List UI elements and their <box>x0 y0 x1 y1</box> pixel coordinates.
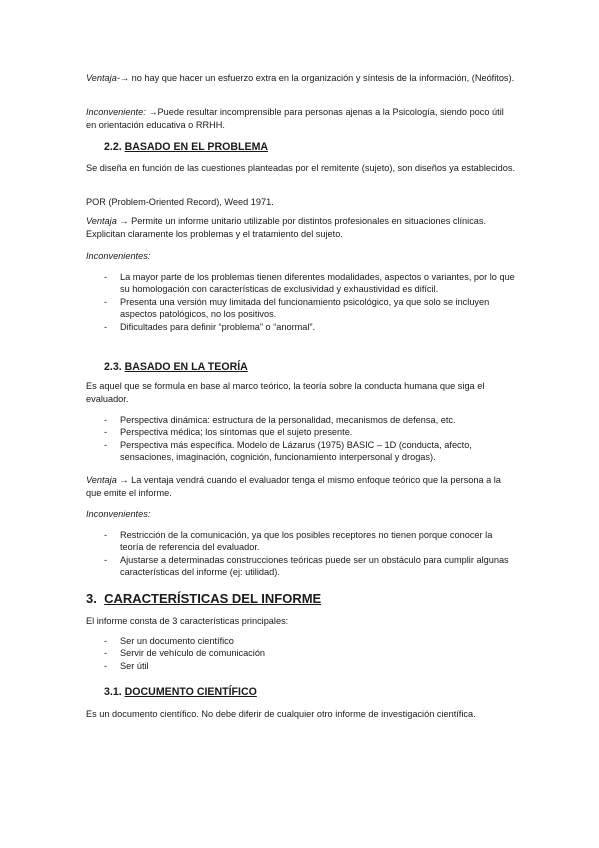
paragraph-text: Se diseña en función de las cuestiones planteadas por el remitente (sujeto), son diseños ya establecidos. <box>86 163 516 173</box>
bullet-list <box>86 635 516 672</box>
ventaja-lead: Ventaja → <box>86 475 132 485</box>
list-item: - Presenta una versión muy limitada del funcionamiento psicológico, ya que solo se incluyen aspectos patológicos, no los positivos. <box>86 296 516 321</box>
paragraph-text: El informe consta de 3 características principales: <box>86 616 289 626</box>
heading-number: 2.3. <box>104 361 122 373</box>
ventaja-text: La ventaja vendrá cuando el evaluador tenga el mismo enfoque teórico que la persona a la que emite el informe. <box>86 475 501 499</box>
list-item: - Perspectiva dinámica: estructura de la personalidad, mecanismos de defensa, etc. <box>86 414 516 426</box>
heading-number: 2.2. <box>104 141 122 153</box>
paragraph <box>86 196 516 209</box>
ventaja-text: no hay que hacer un esfuerzo extra en la organización y síntesis de la información, (Neófitos). <box>129 73 515 83</box>
section-heading-3-1 <box>104 686 257 699</box>
ventaja-paragraph <box>86 474 516 500</box>
heading-text: BASADO EN EL PROBLEMA <box>124 141 269 153</box>
inconveniente-paragraph <box>86 106 516 132</box>
ventaja-text: Permite un informe unitario utilizable por distintos profesionales en situaciones clínicas. Explicitan claramente los problemas y el tratamiento del sujeto. <box>86 216 487 240</box>
section-heading-2-2 <box>104 141 268 154</box>
list-item: - Ajustarse a determinadas construcciones teóricas puede ser un obstáculo para cumplir algunas características del informe (ej: utilidad). <box>86 554 516 579</box>
ventaja-lead: Ventaja → <box>86 216 132 226</box>
list-item: - Perspectiva más específica. Modelo de Lázarus (1975) BASIC – 1D (conducta, afecto, sensaciones, imaginación, cognición, funcionamiento interpersonal y drogas). <box>86 439 516 464</box>
section-heading-3 <box>86 591 321 607</box>
heading-number: 3.1. <box>104 686 122 698</box>
bullet-list <box>86 529 516 579</box>
bullet-list <box>86 414 516 464</box>
paragraph-text: Es un documento científico. No debe diferir de cualquier otro informe de investigación científica. <box>86 709 476 719</box>
inconveniente-lead: Inconveniente: → <box>86 107 158 117</box>
section-title: CARACTERÍSTICAS DEL INFORME <box>104 591 322 606</box>
list-item: - Dificultades para definir “problema” o “anormal”. <box>86 321 516 333</box>
list-item: - La mayor parte de los problemas tienen diferentes modalidades, aspectos o variantes, por lo que su homologación con características de exclusividad y exhaustividad es difícil. <box>86 271 516 296</box>
bullet-list <box>86 271 516 333</box>
inconvenientes-lead: Inconvenientes: <box>86 509 151 519</box>
heading-text: DOCUMENTO CIENTÍFICO <box>124 686 257 698</box>
paragraph <box>86 708 516 721</box>
inconveniente-text: Puede resultar incomprensible para personas ajenas a la Psicología, siendo poco útil en orientación educativa o RRHH. <box>86 107 504 131</box>
ventaja-paragraph <box>86 72 516 85</box>
section-number: 3. <box>86 591 97 606</box>
paragraph <box>86 380 516 406</box>
list-item: - Restricción de la comunicación, ya que los posibles receptores no tienen porque conocer la teoría de referencia del evaluador. <box>86 529 516 554</box>
ventaja-lead: Ventaja-→ <box>86 73 130 83</box>
heading-text: BASADO EN LA TEORÍA <box>124 361 248 373</box>
list-item: - Ser útil <box>86 660 516 672</box>
section-heading-2-3 <box>104 361 248 374</box>
ventaja-paragraph <box>86 215 516 241</box>
list-item: - Perspectiva médica; los síntomas que el sujeto presente. <box>86 426 516 438</box>
inconvenientes-label <box>86 508 516 521</box>
paragraph <box>86 162 516 175</box>
paragraph <box>86 615 516 628</box>
paragraph-text: Es aquel que se formula en base al marco teórico, la teoría sobre la conducta humana que siga el evaluador. <box>86 381 485 405</box>
inconvenientes-label <box>86 250 516 263</box>
list-item: - Ser un documento científico <box>86 635 516 647</box>
list-item: - Servir de vehículo de comunicación <box>86 647 516 659</box>
paragraph-text: POR (Problem-Oriented Record), Weed 1971. <box>86 197 274 207</box>
inconvenientes-lead: Inconvenientes: <box>86 251 151 261</box>
